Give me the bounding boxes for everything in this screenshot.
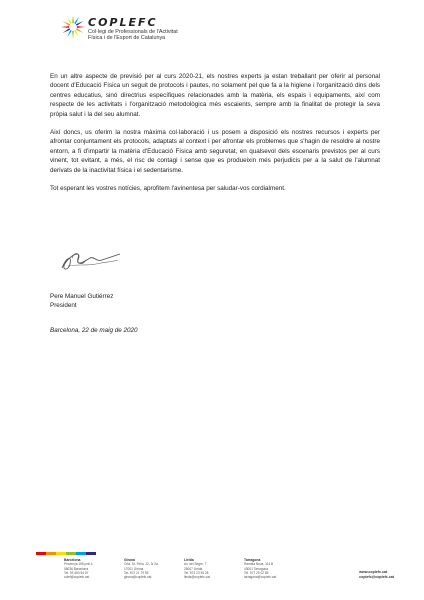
email-link[interactable]: coplefc@coplefc.cat — [359, 575, 394, 579]
office-name: Girona — [124, 558, 135, 562]
paragraph: Així doncs, us oferim la nostra màxima col·laboració i us posem a disposició els nostres recursos i experts per afrontar conjuntament els protocols, adaptats al context i per afrontar els problemes que s'hagin de resoldre al nostre entorn, a fi d'impartir la matèria d'Educació Física amb seguretat, en qualsevol dels escenaris previstos per al curs vinent, tot evitant, a més, el risc de contagi i sense que es produeixin més perjudicis per a la salut de l'alumnat derivats de la inactivitat física i el sedentarisme. — [50, 129, 380, 174]
office-phone: Tel. 977 25 02 85 — [244, 570, 269, 575]
office-name: Lleida — [184, 558, 194, 562]
logo-ray — [61, 26, 69, 28]
logo-ray — [72, 15, 74, 23]
handwritten-signature — [56, 240, 126, 280]
letter-date: Barcelona, 22 de maig de 2020 — [50, 327, 138, 334]
office-city: 25007 Lleida — [184, 566, 203, 571]
color-stripe — [86, 552, 96, 555]
office-city: 17001 Girona — [124, 566, 144, 571]
office-email: girona@coplefc.cat — [124, 575, 152, 580]
footer-web — [359, 558, 394, 580]
office-address: Crta. St. Feliu, 12, 3r 2a — [124, 562, 158, 567]
office-address: Rambla Nova, 114 B — [244, 562, 274, 567]
logo-ray — [77, 26, 85, 28]
logo-ray — [63, 28, 70, 33]
office-name: Barcelona — [64, 558, 81, 562]
brand-line-1: Col·legi de Professionals de l'Activitat — [88, 29, 178, 35]
logo-ray — [76, 28, 83, 33]
office-name: Tarragona — [244, 558, 261, 562]
office-email: colef@coplefc.cat — [64, 575, 90, 580]
paragraph: En un altre aspecte de previsió per al curs 2020-21, els nostres experts ja estan treballant per oferir al personal docent d'Educació Física un seguit de protocols i pautes, no solament pel que fa a la higiene i l'organització dins dels centres educatius, sinó directrius específiques relacionades amb la matèria, els espais i equipaments, així com respecte de les activitats i l'organització metodològica més escaients, sempre amb la finalitat de protegir la seva pròpia salut i la del seu alumnat. — [50, 73, 380, 118]
office-city: 08036 Barcelona — [64, 566, 89, 571]
office-girona — [124, 558, 170, 580]
signer-block — [50, 292, 113, 311]
logo-ray — [74, 17, 79, 24]
logo-ray — [74, 30, 79, 37]
coplefc-logo — [60, 14, 86, 40]
footer-color-bar — [36, 552, 96, 555]
footer-offices — [64, 558, 394, 580]
website-link[interactable]: www.coplefc.cat — [359, 570, 388, 574]
office-city: 43001 Tarragona — [244, 566, 269, 571]
office-phone: Tel. 972 21 79 95 — [124, 570, 149, 575]
office-phone: Tel. 973 23 35 28 — [184, 570, 209, 575]
office-phone: Tel. 93 453 54 07 — [64, 570, 89, 575]
brand-name: COPLEFC — [88, 16, 158, 29]
color-stripe — [36, 552, 46, 555]
letterhead — [88, 16, 178, 42]
office-address: Av. del Segre, 7 — [184, 562, 207, 567]
office-address: Provença 165 pral.4 — [64, 562, 93, 567]
logo-ray — [63, 21, 70, 26]
logo-ray — [67, 17, 72, 24]
office-barcelona — [64, 558, 110, 580]
logo-ray — [72, 31, 74, 39]
brand-line-2: Física i de l'Esport de Catalunya — [88, 35, 166, 42]
office-email: tarragona@coplefc.cat — [244, 575, 277, 580]
color-stripe — [56, 552, 66, 555]
office-tarragona — [244, 558, 290, 580]
signer-name: Pere Manuel Gutiérrez — [50, 293, 114, 300]
letter-body — [50, 72, 380, 202]
paragraph: Tot esperant les vostres notícies, aprofitem l'avinentesa per saludar-vos cordialment. — [50, 185, 286, 193]
office-lleida — [184, 558, 230, 580]
color-stripe — [76, 552, 86, 555]
logo-ray — [76, 21, 83, 26]
signer-role: President — [50, 302, 77, 310]
office-email: lleida@coplefc.cat — [184, 575, 210, 580]
color-stripe — [66, 552, 76, 555]
logo-ray — [67, 30, 72, 37]
color-stripe — [46, 552, 56, 555]
